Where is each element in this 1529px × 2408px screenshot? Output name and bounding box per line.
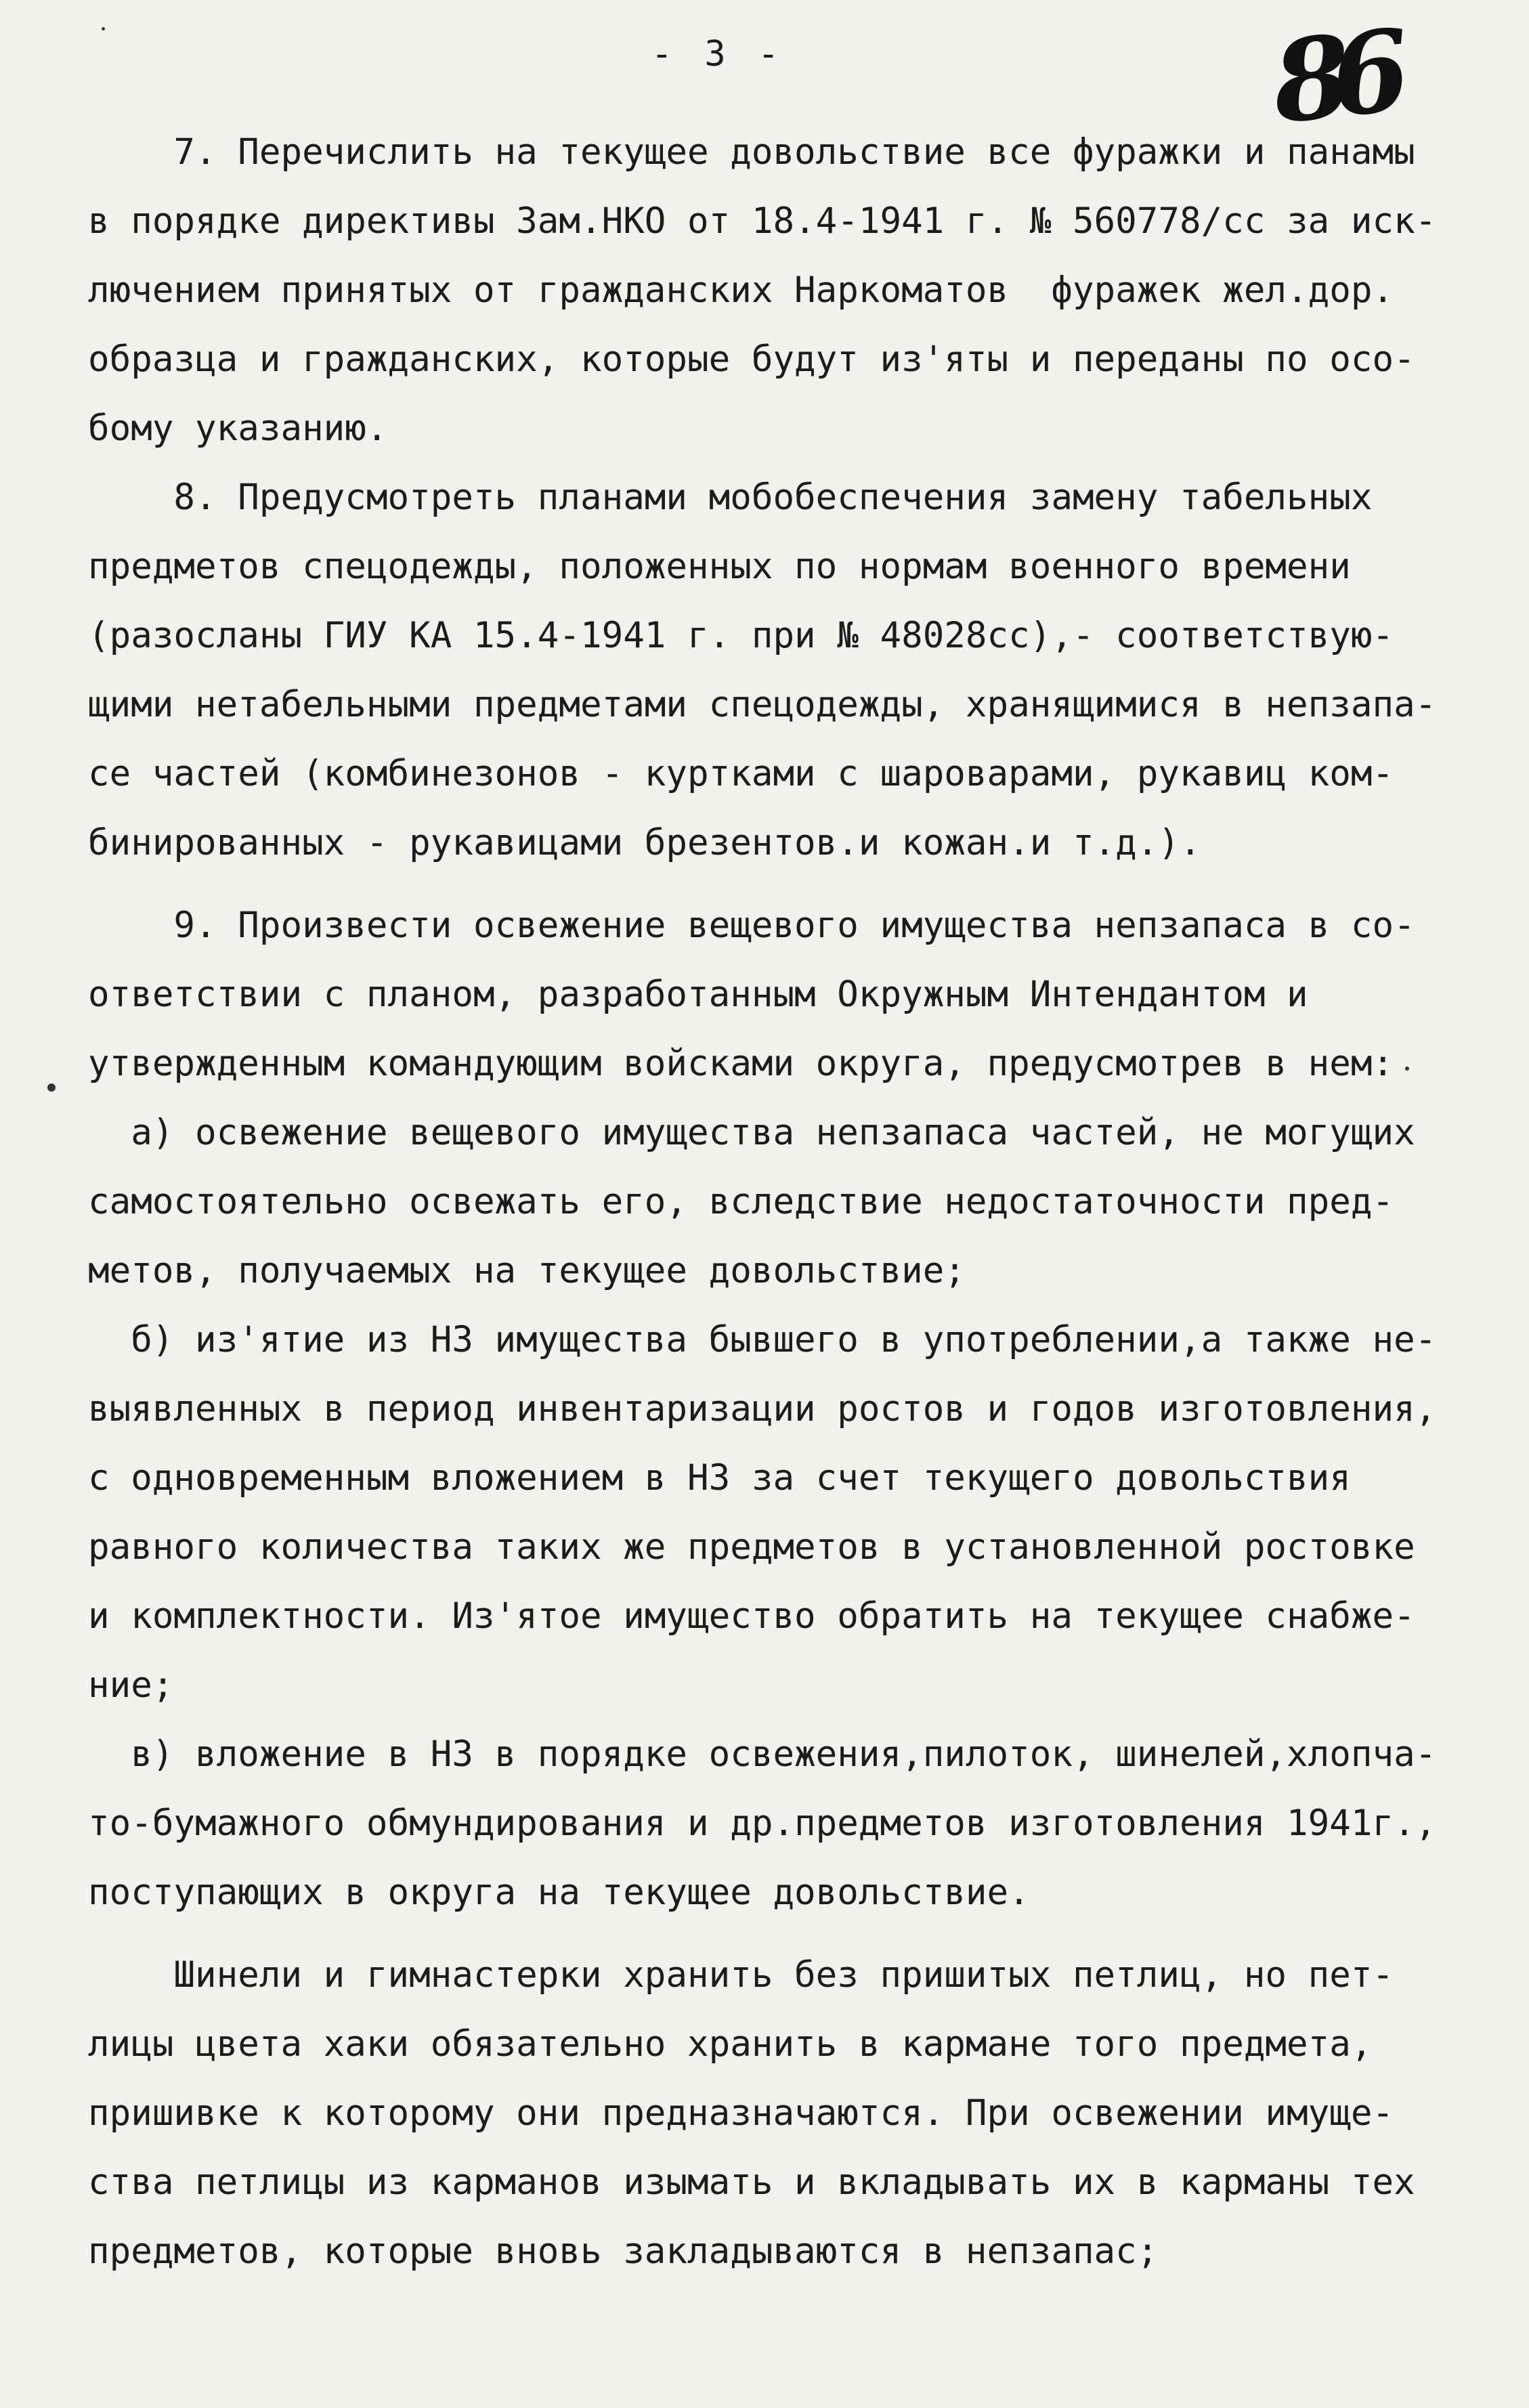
text-line: лицы цвета хаки обязательно хранить в кармане того предмета,	[88, 2023, 1373, 2065]
text-line: равного количества таких же предметов в установленной ростовке	[88, 1526, 1415, 1568]
text-line: ства петлицы из карманов изымать и вкладывать их в карманы тех	[88, 2162, 1415, 2203]
text-line: и комплектности. Из'ятое имущество обратить на текущее снабже-	[88, 1595, 1415, 1637]
text-line: в порядке директивы Зам.НКО от 18.4-1941 г. № 560778/сс за иск-	[88, 200, 1437, 242]
text-line: Шинели и гимнастерки хранить без пришитых петлиц, но пет-	[88, 1954, 1394, 1996]
text-line: поступающих в округа на текущее довольствие.	[88, 1872, 1030, 1913]
text-line: (разосланы ГИУ КА 15.4-1941 г. при № 48028сс),- соответствую-	[88, 615, 1394, 656]
text-line: ние;	[88, 1664, 174, 1706]
text-line: утвержденным командующим войсками округа, предусмотрев в нем:	[88, 1043, 1394, 1084]
text-line: то-бумажного обмундирования и др.предметов изготовления 1941г.,	[88, 1803, 1437, 1844]
text-line: выявленных в период инвентаризации ростов и годов изготовления,	[88, 1388, 1437, 1429]
text-line: б) из'ятие из НЗ имущества бывшего в употреблении,а также не-	[88, 1319, 1437, 1360]
text-line: образца и гражданских, которые будут из'яты и переданы по осо-	[88, 339, 1415, 380]
text-line: бинированных - рукавицами брезентов.и кожан.и т.д.).	[88, 822, 1201, 863]
text-line: предметов, которые вновь закладываются в непзапас;	[88, 2231, 1159, 2272]
text-line: предметов спецодежды, положенных по нормам военного времени	[88, 546, 1351, 587]
text-line: щими нетабельными предметами спецодежды, хранящимися в непзапа-	[88, 684, 1437, 725]
text-line: метов, получаемых на текущее довольствие;	[88, 1250, 966, 1291]
text-line: с одновременным вложением в НЗ за счет текущего довольствия	[88, 1457, 1351, 1499]
text-line: бому указанию.	[88, 408, 388, 449]
paper-speck	[47, 1083, 56, 1092]
text-line: лючением принятых от гражданских Наркоматов фуражек жел.дор.	[88, 270, 1394, 311]
text-line: пришивке к которому они предназначаются. При освежении имуще-	[88, 2092, 1394, 2134]
text-line: 8. Предусмотреть планами мобобеспечения замену табельных	[88, 477, 1373, 518]
text-line: 9. Произвести освежение вещевого имущества непзапаса в со-	[88, 905, 1415, 946]
text-line: се частей (комбинезонов - куртками с шароварами, рукавиц ком-	[88, 753, 1394, 794]
text-line: самостоятельно освежать его, вследствие недостаточности пред-	[88, 1181, 1394, 1222]
text-line: в) вложение в НЗ в порядке освежения,пилоток, шинелей,хлопча-	[88, 1734, 1437, 1775]
paper-speck	[102, 27, 105, 30]
paper-speck	[1405, 1067, 1409, 1071]
text-line: ответствии с планом, разработанным Окружным Интендантом и	[88, 974, 1308, 1015]
handwritten-sheet-number: 86	[1266, 5, 1398, 149]
page-number: - 3 -	[651, 34, 785, 74]
text-line: а) освежение вещевого имущества непзапаса частей, не могущих	[88, 1112, 1415, 1153]
text-line: 7. Перечислить на текущее довольствие все фуражки и панамы	[88, 131, 1415, 173]
